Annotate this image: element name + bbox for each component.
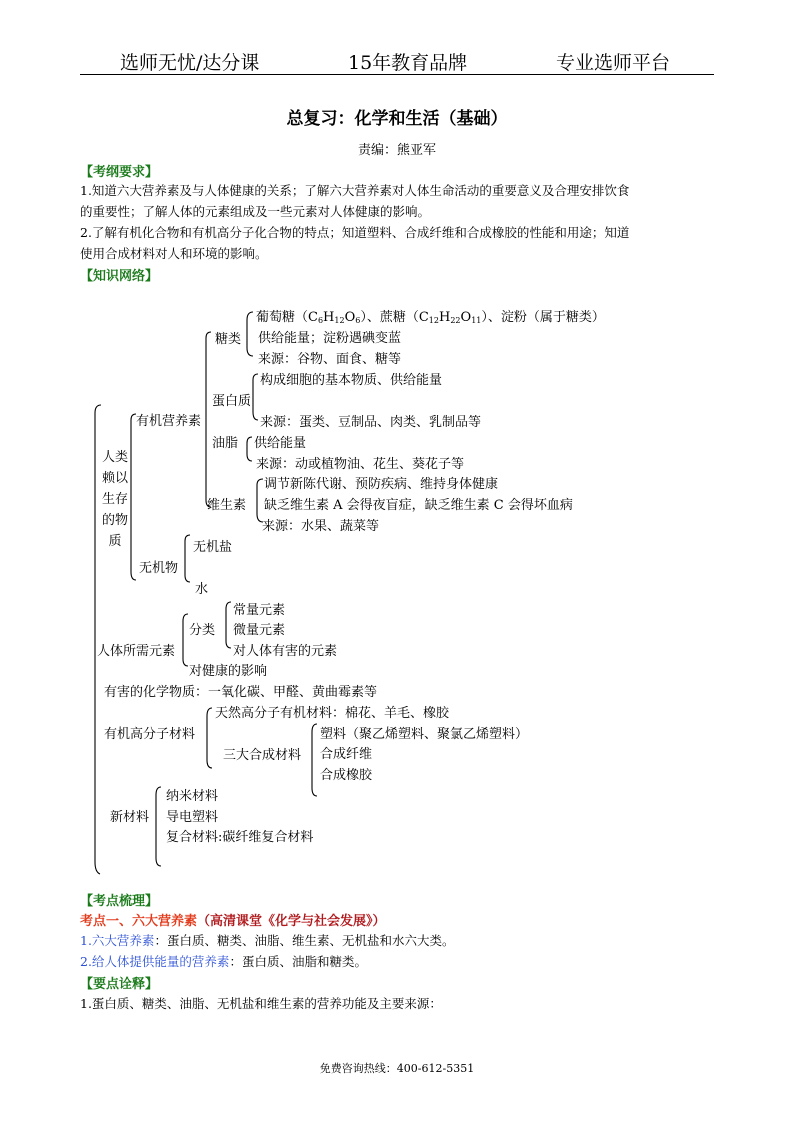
- tree-vitamin-source: 来源：水果、蔬菜等: [262, 519, 380, 534]
- tree-sugar-label: 糖类: [215, 332, 242, 347]
- tree-protein-role: 构成细胞的基本物质、供给能量: [260, 373, 443, 388]
- review-item: 2.给人体提供能量的营养素：蛋白质、油脂和糖类。: [80, 954, 367, 969]
- header-slogan: 15年教育品牌: [348, 52, 468, 74]
- review-point-title: 考点一、六大营养素（高清课堂《化学与社会发展》）: [80, 914, 386, 929]
- tree-new-materials-nano: 纳米材料: [166, 789, 219, 804]
- tree-new-materials-label: 新材料: [110, 810, 150, 825]
- tree-inorganic-salt: 无机盐: [193, 540, 233, 555]
- tree-polymer-fiber: 合成纤维: [320, 747, 373, 762]
- syllabus-line: 的重要性；了解人体的元素组成及一些元素对人体健康的影响。: [80, 204, 431, 219]
- tree-elements-major: 常量元素: [233, 603, 286, 618]
- tree-polymer-synthetic: 三大合成材料: [223, 748, 302, 763]
- tree-elements-label: 人体所需元素: [97, 644, 176, 659]
- syllabus-heading: 【考纲要求】: [80, 165, 159, 180]
- tree-elements-harmful: 对人体有害的元素: [233, 644, 338, 659]
- tree-elements-health: 对健康的影响: [189, 664, 268, 679]
- syllabus-line: 1.知道六大营养素及与人体健康的关系；了解六大营养素对人体生命活动的重要意义及合理安排饮食: [80, 183, 630, 198]
- tree-polymer-rubber: 合成橡胶: [320, 768, 373, 783]
- tree-protein-source: 来源：蛋类、豆制品、肉类、乳制品等: [260, 415, 482, 430]
- tree-inorganic-label: 无机物: [139, 561, 179, 576]
- tree-vitamin-label: 维生素: [207, 498, 247, 513]
- tree-elements-classify: 分类: [189, 623, 216, 638]
- tree-fat-label: 油脂: [212, 436, 239, 451]
- page-title: 总复习：化学和生活（基础）: [286, 109, 508, 129]
- notes-heading: 【要点诠释】: [80, 977, 159, 992]
- tree-vitamin-deficiency: 缺乏维生素 A 会得夜盲症，缺乏维生素 C 会得坏血病: [264, 498, 573, 513]
- tree-sugar-source: 来源：谷物、面食、糖等: [258, 352, 402, 367]
- footer-hotline: 免费咨询热线：400-612-5351: [319, 1062, 475, 1075]
- tree-inorganic-water: 水: [195, 582, 209, 597]
- review-item: 1.六大营养素：蛋白质、糖类、油脂、维生素、无机盐和水六大类。: [80, 933, 455, 948]
- review-heading: 【考点梳理】: [80, 894, 159, 909]
- notes-line: 1.蛋白质、糖类、油脂、无机盐和维生素的营养功能及主要来源：: [80, 996, 442, 1011]
- tree-fat-source: 来源：动或植物油、花生、葵花子等: [256, 457, 465, 472]
- tree-polymer-natural: 天然高分子有机材料：棉花、羊毛、橡胶: [215, 706, 450, 721]
- tree-protein-label: 蛋白质: [212, 394, 252, 409]
- tree-root-label: 人类赖以生存的物质: [102, 450, 129, 549]
- tree-elements-trace: 微量元素: [233, 623, 286, 638]
- header-brand: 选师无忧/达分课: [120, 52, 260, 74]
- syllabus-line: 使用合成材料对人和环境的影响。: [80, 246, 268, 261]
- tree-sugar-energy: 供给能量；淀粉遇碘变蓝: [258, 331, 402, 346]
- tree-organic-nutrients: 有机营养素: [136, 414, 202, 429]
- syllabus-line: 2.了解有机化合物和有机高分子化合物的特点；知道塑料、合成纤维和合成橡胶的性能和用途；知道: [80, 225, 630, 240]
- tree-vitamin-role: 调节新陈代谢、预防疾病、维持身体健康: [264, 477, 499, 492]
- tree-polymer-plastic: 塑料（聚乙烯塑料、聚氯乙烯塑料）: [320, 727, 529, 742]
- network-heading: 【知识网络】: [80, 269, 159, 284]
- tree-polymer-label: 有机高分子材料: [104, 727, 196, 742]
- editor-line: 责编：熊亚军: [357, 143, 436, 158]
- tree-harmful-substances: 有害的化学物质：一氧化碳、甲醛、黄曲霉素等: [104, 685, 378, 700]
- tree-new-materials-conductive: 导电塑料: [166, 810, 219, 825]
- tree-sugar-types: 葡萄糖$(C_6H_{12}O_6)$、蔗糖$(C_{12}H_{22}O_{11})$、淀粉（属于糖类）: [256, 310, 605, 325]
- tree-new-materials-composite: 复合材料:碳纤维复合材料: [166, 830, 314, 845]
- tree-fat-role: 供给能量: [254, 436, 307, 451]
- header-platform: 专业选师平台: [556, 52, 671, 74]
